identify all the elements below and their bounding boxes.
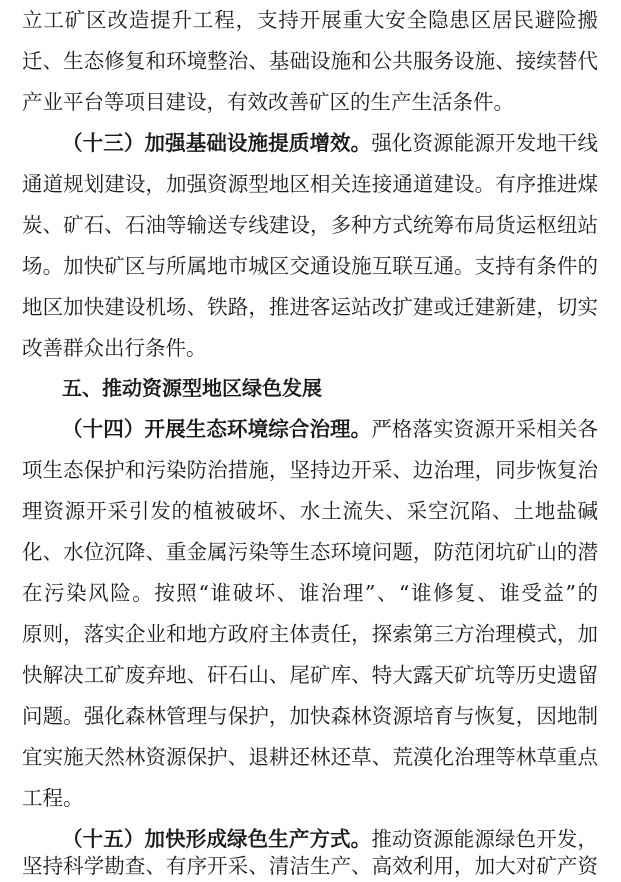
p2-line-1-text: 强化资源能源开发地干线 xyxy=(371,131,598,155)
p2-line-2: 通道规划建设，加强资源型地区相关连接通道建设。有序推进煤 xyxy=(22,172,598,196)
p2-line-3: 炭、矿石、石油等输送专线建设，多种方式统筹布局货运枢纽站 xyxy=(22,213,598,237)
p1-line-3: 产业平台等项目建设，有效改善矿区的生产生活条件。 xyxy=(22,90,514,114)
p3-line-1 xyxy=(62,414,598,444)
p3-line-4: 化、水位沉降、重金属污染等生态环境问题，防范闭坑矿山的潜 xyxy=(22,540,598,564)
p3-line-3: 理资源开采引发的植被破坏、水土流失、采空沉陷、土地盐碱 xyxy=(22,499,598,523)
p4-line-1 xyxy=(62,824,598,854)
p3-line-10: 工程。 xyxy=(22,786,84,810)
section-heading: 五、推动资源型地区绿色发展 xyxy=(62,376,322,400)
p3-line-1-text: 严格落实资源开采相关各 xyxy=(371,417,598,441)
p2-line-1 xyxy=(62,128,598,158)
p2-line-5: 地区加快建设机场、铁路，推进客运站改扩建或迁建新建，切实 xyxy=(22,295,598,319)
p4-lead: （十五）加快形成绿色生产方式。 xyxy=(62,827,372,851)
p2-line-6: 改善群众出行条件。 xyxy=(22,336,207,360)
p1-line-1: 立工矿区改造提升工程，支持开展重大安全隐患区居民避险搬 xyxy=(22,8,598,32)
p3-line-2: 项生态保护和污染防治措施，坚持边开采、边治理，同步恢复治 xyxy=(22,458,598,482)
p3-line-5: 在污染风险。按照“谁破坏、谁治理”、“谁修复、谁受益”的 xyxy=(22,581,598,605)
p2-line-4: 场。加快矿区与所属地市城区交通设施互联互通。支持有条件的 xyxy=(22,254,598,278)
p1-line-2: 迁、生态修复和环境整治、基础设施和公共服务设施、接续替代 xyxy=(22,49,598,73)
p4-line-2: 坚持科学勘查、有序开采、清洁生产、高效利用，加大对矿产资 xyxy=(22,854,598,878)
p2-lead: （十三）加强基础设施提质增效。 xyxy=(62,131,372,155)
p4-line-1-text: 推动资源能源绿色开发， xyxy=(371,827,598,851)
p3-line-7: 快解决工矿废弃地、矸石山、尾矿库、特大露天矿坑等历史遗留 xyxy=(22,663,598,687)
p3-lead: （十四）开展生态环境综合治理。 xyxy=(62,417,372,441)
p3-line-8: 问题。强化森林管理与保护，加快森林资源培育与恢复，因地制 xyxy=(22,704,598,728)
p3-line-6: 原则，落实企业和地方政府主体责任，探索第三方治理模式，加 xyxy=(22,622,598,646)
p3-line-9: 宜实施天然林资源保护、退耕还林还草、荒漠化治理等林草重点 xyxy=(22,745,598,769)
